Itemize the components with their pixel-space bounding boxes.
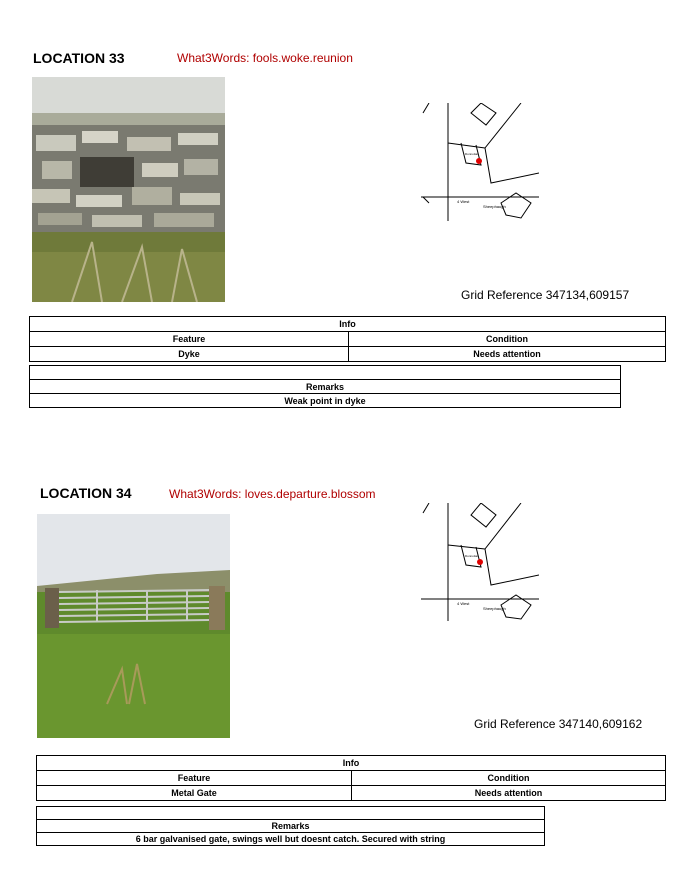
- remarks-header: Remarks: [30, 380, 621, 394]
- remarks-text: Weak point in dyke: [30, 394, 621, 408]
- location-34-remarks-table: [36, 806, 545, 846]
- map-label: Sheephaugh: [483, 606, 506, 611]
- map-label: 4 West: [457, 199, 470, 204]
- location-34-photo-gate: [37, 514, 230, 738]
- feature-value: Dyke: [30, 347, 349, 362]
- location-marker: [477, 559, 483, 565]
- remarks-blank-row: [30, 366, 621, 380]
- condition-header: Condition: [352, 771, 666, 786]
- remarks-blank-row: [37, 807, 545, 820]
- info-header: Info: [30, 317, 666, 332]
- remarks-text: 6 bar galvanised gate, swings well but doesnt catch. Secured with string: [37, 833, 545, 846]
- location-34-info-table: [36, 755, 666, 801]
- location-34-map: [421, 503, 539, 621]
- condition-header: Condition: [349, 332, 666, 347]
- location-33-map: [421, 103, 539, 221]
- location-33-title: LOCATION 33: [33, 50, 125, 66]
- location-34-grid-reference: Grid Reference 347140,609162: [474, 717, 643, 731]
- remarks-header: Remarks: [37, 820, 545, 833]
- info-header: Info: [37, 756, 666, 771]
- location-33-grid-reference: Grid Reference 347134,609157: [461, 288, 630, 302]
- map-label: Dunnottar: [465, 554, 479, 558]
- location-33-remarks-table: [29, 365, 621, 408]
- location-33-photo-dyke: [32, 77, 225, 302]
- feature-header: Feature: [37, 771, 352, 786]
- location-33-what3words: What3Words: fools.woke.reunion: [177, 51, 353, 65]
- location-33-info-table: [29, 316, 666, 362]
- feature-header: Feature: [30, 332, 349, 347]
- map-label: 4 West: [457, 601, 470, 606]
- location-34-title: LOCATION 34: [40, 485, 132, 501]
- location-marker: [476, 158, 482, 164]
- condition-value: Needs attention: [352, 786, 666, 801]
- map-label: Sheephaugh: [483, 204, 506, 209]
- feature-value: Metal Gate: [37, 786, 352, 801]
- map-label: Dunnottar: [465, 152, 479, 156]
- condition-value: Needs attention: [349, 347, 666, 362]
- location-34-what3words: What3Words: loves.departure.blossom: [169, 487, 376, 501]
